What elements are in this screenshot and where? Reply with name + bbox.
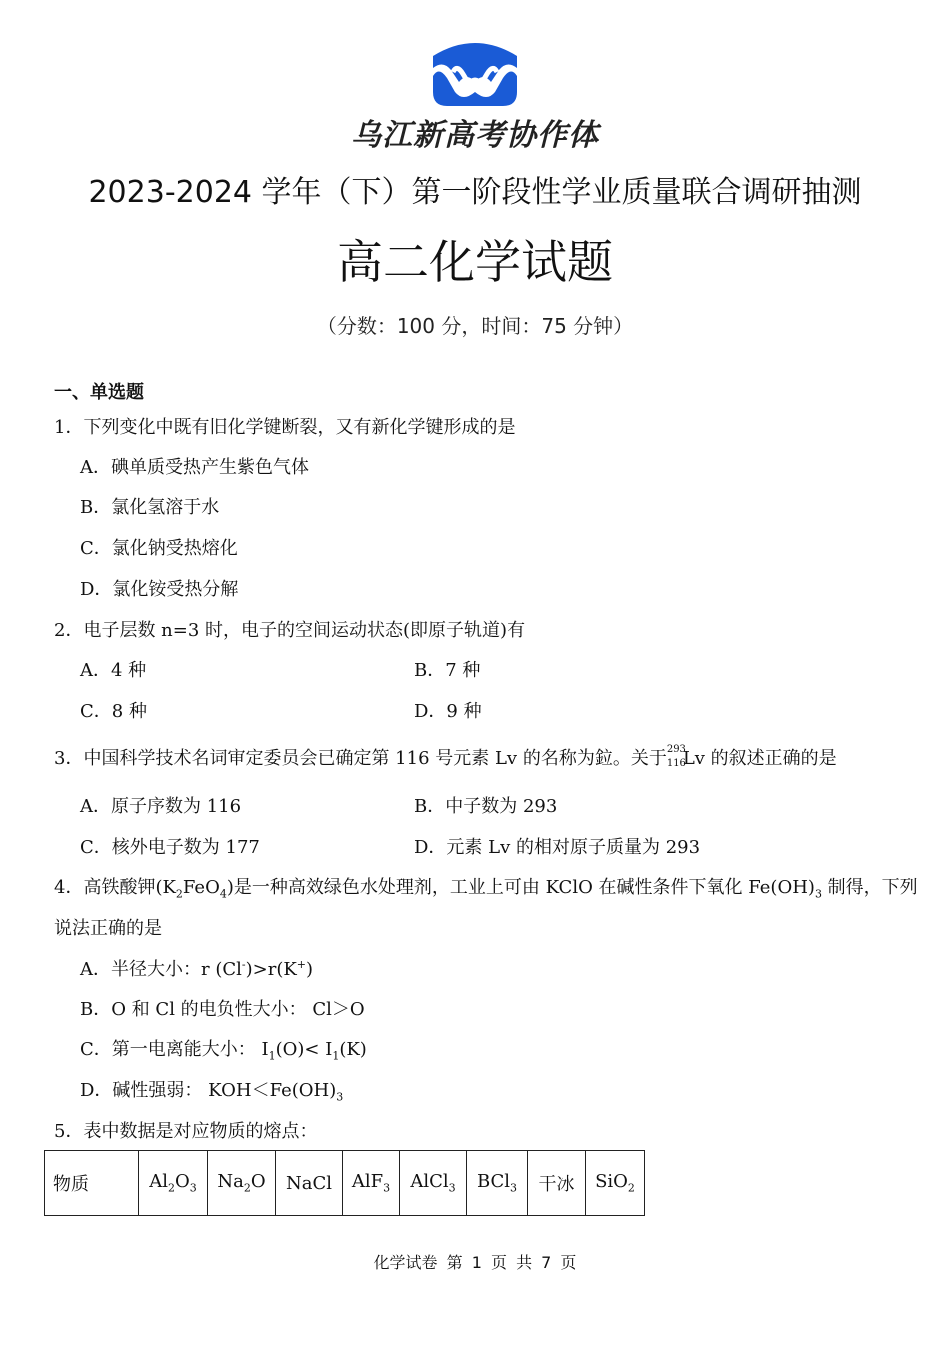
question-1-option-b: B．氯化氢溶于水: [80, 497, 220, 518]
question-3-stem-before: 3．中国科学技术名词审定委员会已确定第 116 号元素 Lv 的名称为鉝。关于: [54, 748, 667, 769]
question-3-option-b: B．中子数为 293: [414, 796, 558, 817]
question-3-option-a: A．原子序数为 116: [80, 796, 242, 817]
table-row: [45, 1151, 645, 1216]
q4c-part: (K): [339, 1039, 367, 1060]
q4c-part: C．第一电离能大小： I: [80, 1039, 269, 1060]
question-4-option-b: B．O 和 Cl 的电负性大小： Cl＞O: [80, 999, 365, 1020]
question-1-option-d: D．氯化铵受热分解: [80, 579, 239, 600]
melting-point-table: [44, 1150, 645, 1216]
exam-title: 2023-2024 学年（下）第一阶段性学业质量联合调研抽测: [88, 175, 862, 210]
q4-stem-sub: 3: [814, 887, 822, 901]
q4c-part: (O)< I: [275, 1039, 333, 1060]
q4-stem-part: 制得，下列: [821, 877, 918, 898]
q4c-sub: 1: [268, 1049, 276, 1063]
question-4-option-a: [80, 955, 313, 981]
q4c-sub: 1: [332, 1049, 340, 1063]
cell-sub: 2: [627, 1181, 635, 1195]
q4-stem-part: )是一种高效绿色水处理剂，工业上可由 KClO 在碱性条件下氧化 Fe(OH): [226, 877, 815, 898]
question-1-stem: 1．下列变化中既有旧化学键断裂，又有新化学键形成的是: [54, 417, 516, 438]
isotope-notation: [666, 744, 686, 770]
q4a-part: )>r(K: [245, 959, 297, 980]
q4-stem-sub: 2: [175, 887, 183, 901]
question-4-option-d: [80, 1076, 343, 1104]
cell-sub: 3: [383, 1181, 391, 1195]
isotope-mass: 293: [666, 744, 686, 755]
table-cell: [343, 1151, 400, 1216]
cell-sub: 3: [448, 1181, 456, 1195]
cell-text: BCl: [476, 1171, 511, 1193]
cell-text: SiO: [595, 1171, 628, 1193]
table-header-cell: 物质: [45, 1151, 139, 1216]
question-2-option-c: C．8 种: [80, 701, 147, 722]
score-info: （分数：100 分，时间：75 分钟）: [316, 314, 634, 338]
cell-text: NaCl: [285, 1172, 332, 1194]
question-1-option-c: C．氯化钠受热熔化: [80, 538, 238, 559]
table-cell: [528, 1151, 586, 1216]
cell-sub: 3: [189, 1181, 197, 1195]
table-cell: [467, 1151, 528, 1216]
question-5-stem: 5．表中数据是对应物质的熔点：: [54, 1121, 318, 1142]
page-footer: 化学试卷 第 1 页 共 7 页: [373, 1253, 577, 1272]
question-2-stem: 2．电子层数 n=3 时，电子的空间运动状态(即原子轨道)有: [54, 620, 526, 641]
question-3-stem-after: Lv 的叙述正确的是: [682, 748, 837, 769]
cell-text: AlF: [351, 1171, 384, 1193]
cell-text: AlCl: [410, 1171, 449, 1193]
cell-sub: 2: [243, 1181, 251, 1195]
question-2-option-d: D．9 种: [414, 701, 482, 722]
question-4-option-c: [80, 1035, 367, 1063]
question-2-option-a: A．4 种: [80, 660, 147, 681]
table-cell: [139, 1151, 208, 1216]
table-cell: [400, 1151, 467, 1216]
table-cell: [276, 1151, 343, 1216]
cell-text: Al: [149, 1171, 168, 1193]
q4-stem-sub: 4: [219, 887, 227, 901]
table-cell: [586, 1151, 645, 1216]
q4a-part: A．半径大小：r (Cl: [80, 959, 242, 980]
question-3-stem: [54, 744, 837, 770]
cell-text: 干冰: [538, 1174, 575, 1195]
section-title: 一、单选题: [54, 382, 144, 403]
cell-text: Na: [217, 1171, 244, 1193]
logo-text: 乌江新高考协作体: [351, 118, 599, 153]
cell-sub: 2: [168, 1181, 175, 1195]
question-1-option-a: A．碘单质受热产生紫色气体: [80, 457, 309, 478]
isotope-number: 116: [666, 758, 686, 769]
question-3-option-c: C．核外电子数为 177: [80, 837, 260, 858]
q4a-sup: -: [241, 958, 246, 971]
q4d-sub: 3: [336, 1090, 344, 1104]
cell-text: O: [250, 1171, 266, 1193]
question-4-stem: [54, 873, 918, 901]
q4a-sup: +: [296, 958, 307, 971]
subject-title: 高二化学试题: [337, 235, 613, 289]
q4-stem-part: 4．高铁酸钾(K: [54, 877, 176, 898]
q4a-part: ): [306, 959, 314, 980]
table-cell: [208, 1151, 276, 1216]
question-2-option-b: B．7 种: [414, 660, 481, 681]
q4d-part: D．碱性强弱： KOH＜Fe(OH): [80, 1080, 337, 1101]
cell-text: O: [175, 1171, 190, 1193]
question-4-stem-line2: 说法正确的是: [54, 918, 162, 939]
question-3-option-d: D．元素 Lv 的相对原子质量为 293: [414, 837, 701, 858]
logo-icon: [425, 36, 525, 106]
cell-sub: 3: [510, 1181, 518, 1195]
q4-stem-part: FeO: [182, 877, 220, 898]
